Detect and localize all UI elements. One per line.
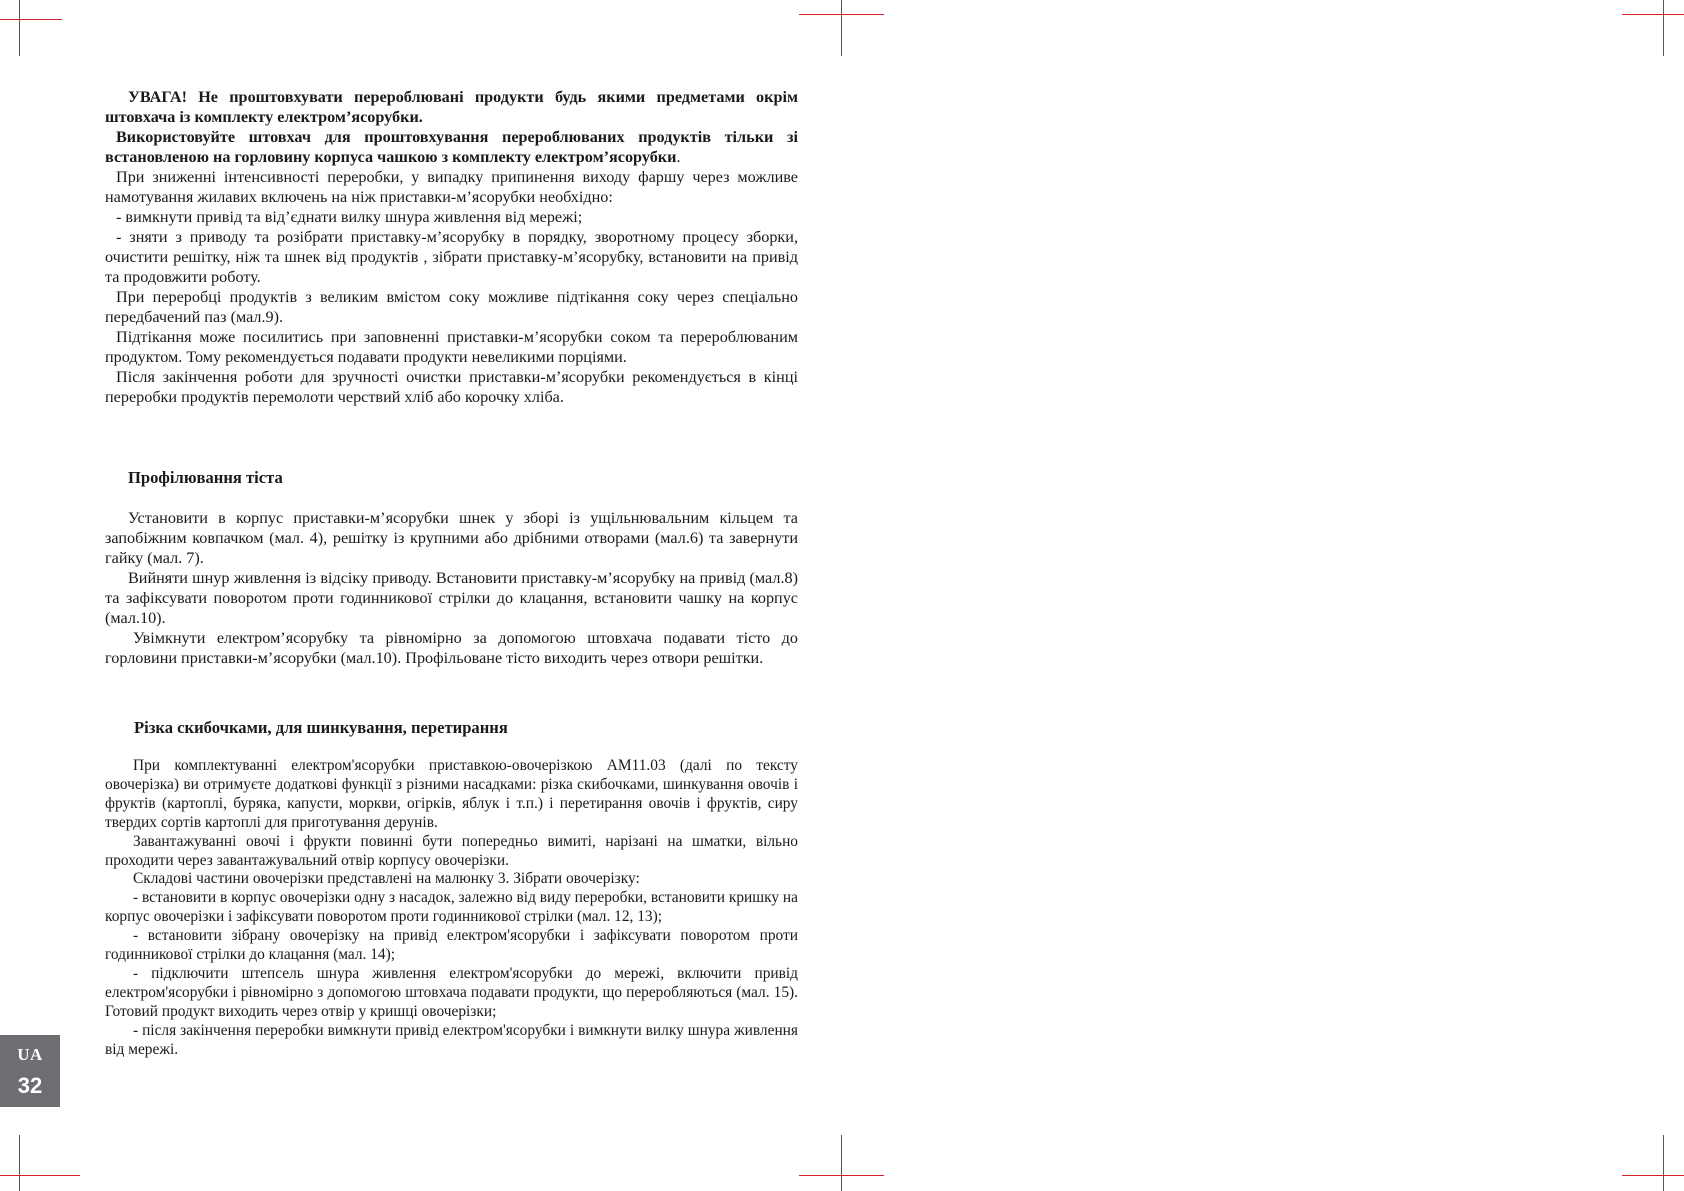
paragraph-power-cord: Вийняти шнур живлення із відсіку приводу. Встановити приставку-м’ясорубку на привід (мал.8) та зафіксувати поворотом проти годинникової стрілки до клацання, встановити чашку на корпус (мал.10). <box>105 569 798 627</box>
list-item-disassemble: - зняти з приводу та розібрати приставку-м’ясорубку в порядку, зворотному процесу зборки, очистити решітку, ніж та шнек від продуктів , зібрати приставку-м’ясорубку, встановити на привід та продовжити роботу. <box>105 228 798 286</box>
paragraph-feed-dough: Увімкнути електром’ясорубку та рівномірно за допомогою штовхача подавати тісто до горловини приставки-м’ясорубки (мал.10). Профільоване тісто виходить через отвори решітки. <box>105 629 798 667</box>
paragraph-loading: Завантажуванні овочі і фрукти повинні бути попередньо вимиті, нарізані на шматки, вільно проходити через завантажувальний отвір корпусу овочерізки. <box>105 832 798 869</box>
crop-mark <box>1622 1175 1684 1176</box>
pusher-paragraph <box>105 127 798 167</box>
paragraph-components: Складові частини овочерізки представлені на малюнку 3. Зібрати овочерізку: <box>133 870 640 888</box>
crop-mark <box>1663 0 1664 56</box>
paragraph-juice: При переробці продуктів з великим вмістом соку можливе підтікання соку через спеціально передбачений паз (мал.9). <box>105 288 798 326</box>
paragraph-leakage: Підтікання може посилитись при заповненні приставки-м’ясорубки соком та перероблюваним продуктом. Тому рекомендується подавати продукти невеликими порціями. <box>105 328 798 366</box>
paragraph-vegetable-cutter: При комплектуванні електром'ясорубки приставкою-овочерізкою АМ11.03 (далі по тексту овочерізка) ви отримуєте додаткові функції з різними насадками: різка скибочками, шинкування овочів і фруктів (картоплі, буряка, капусти, моркви, огірків, яблук і т.п.) і перетирання овочів і фруктів, сиру твердих сортів картоплі для приготування дерунів. <box>105 757 798 831</box>
page-tab <box>0 1035 60 1107</box>
crop-mark <box>841 0 842 56</box>
list-item-mount-cutter: - встановити зібрану овочерізку на привід електром'ясорубки і зафіксувати поворотом проти годинникової стрілки до клацання (мал. 14); <box>105 927 798 964</box>
list-item-finish: - після закінчення переробки вимкнути привід електром'ясорубки і вимкнути вилку шнура живлення від мережі. <box>105 1021 798 1058</box>
dough-section <box>105 508 798 668</box>
page-number: 32 <box>17 1073 43 1098</box>
crop-mark <box>19 1135 20 1191</box>
section-heading-dough: Профілювання тіста <box>128 468 283 487</box>
crop-mark <box>0 19 62 20</box>
list-item-install-attachment: - встановити в корпус овочерізки одну з насадок, залежно від виду переробки, встановити кришку на корпус овочерізки і зафіксувати поворотом проти годинникової стрілки (мал. 12, 13); <box>105 889 798 926</box>
crop-mark <box>1622 14 1684 15</box>
paragraph-cleaning: Після закінчення роботи для зручності очистки приставки-м’ясорубки рекомендується в кінці переробки продуктів перемолоти черствий хліб або корочку хліба. <box>105 368 798 406</box>
pusher-period: . <box>676 148 681 166</box>
warning-block <box>105 87 798 407</box>
section-heading-slicing: Різка скибочками, для шинкування, перетирання <box>134 718 508 737</box>
slicing-section <box>105 757 798 1060</box>
paragraph-reduced-intensity: При зниженні інтенсивності переробки, у випадку припинення виходу фаршу через можливе намотування жилавих включень на ніж приставки-м’ясорубки необхідно: <box>105 168 798 206</box>
language-label: UA <box>17 1045 43 1064</box>
pusher-bold-text: Використовуйте штовхач для проштовхування перероблюваних продуктів тільки зі встановленою на горловину корпуса чашкою з комплекту електром’ясорубки <box>105 128 798 166</box>
warning-paragraph: УВАГА! Не проштовхувати перероблювані продукти будь якими предметами окрім штовхача із комплекту електром’ясорубки. <box>105 88 798 126</box>
crop-mark <box>0 1175 80 1176</box>
paragraph-install-auger: Установити в корпус приставки-м’ясорубки шнек у зборі із ущільнювальним кільцем та запобіжним ковпачком (мал. 4), решітку із крупними або дрібними отворами (мал.6) та завернути гайку (мал. 7). <box>105 509 798 567</box>
list-item-connect-plug: - підключити штепсель шнура живлення електром'ясорубки до мережі, включити привід електром'ясорубки і рівномірно з допомогою штовхача подавати продукти, що переробляються (мал. 15). Готовий продукт виходить через отвір у кришці овочерізки; <box>105 964 798 1020</box>
crop-mark <box>1663 1135 1664 1191</box>
list-item-switch-off: - вимкнути привід та від’єднати вилку шнура живлення від мережі; <box>116 208 583 226</box>
crop-mark <box>19 0 20 56</box>
crop-mark <box>841 1135 842 1191</box>
